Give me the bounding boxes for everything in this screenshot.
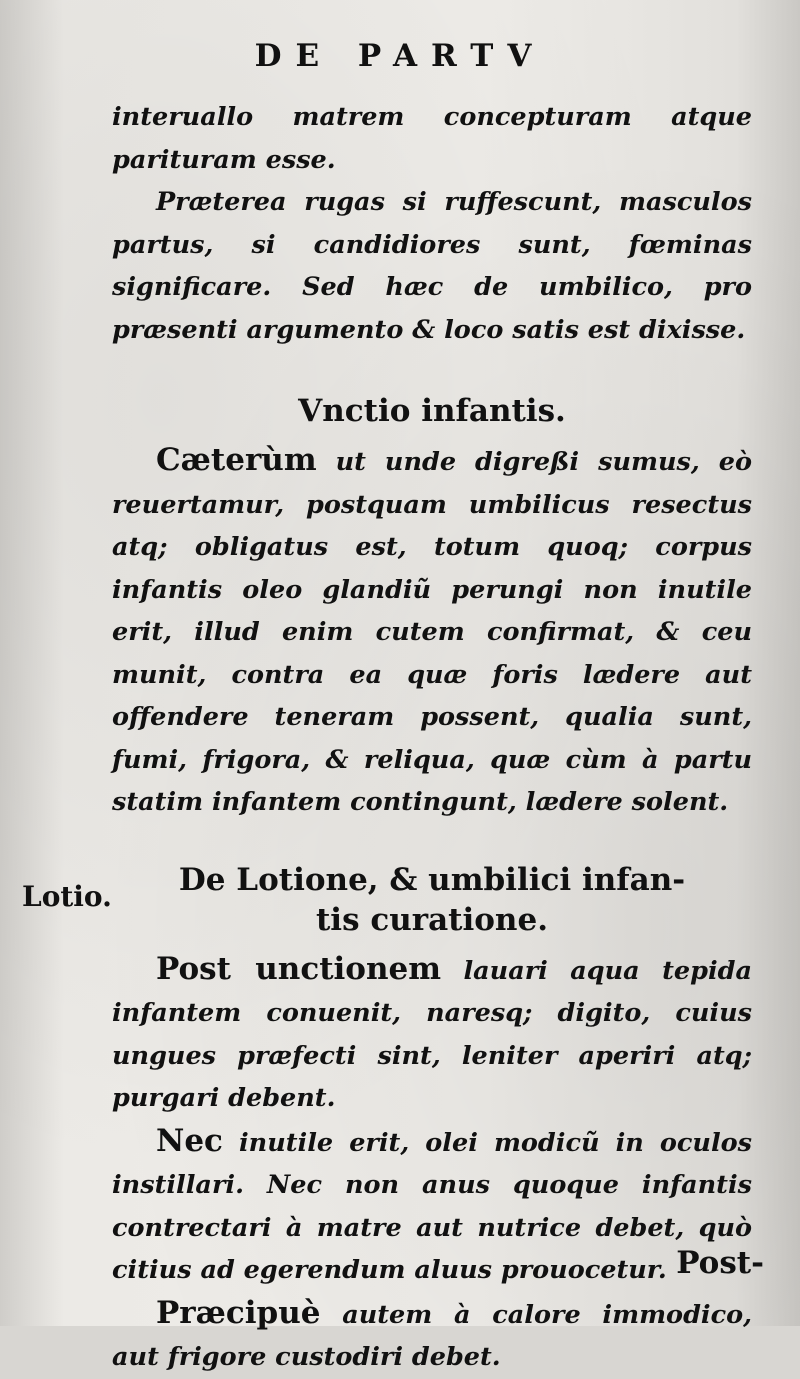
paragraph-rugae-text: Præterea rugas si ruffescunt, masculos partus, si candidiores sunt, fœminas significare. Sed hæc de umbilico, pro præsenti argumento & loco satis est dixisse. [112,187,752,345]
section-heading-lotio-line1: De Lotione, & umbilici infan- [178,861,686,898]
paragraph-unctio [112,439,752,824]
paragraph-oculos-lead: Nec [156,1122,223,1159]
paragraph-oculos [112,1120,752,1292]
paragraph-unctio-text: ut unde digreßi sumus, eò reuertamur, postquam umbilicus resectus atq; obligatus est, totum quoq; corpus infantis oleo glandiũ perungi non inutile erit, illud enim cutem confirmat, & ceu munit, contra ea quæ foris lædere aut offendere teneram possent, qualia sunt, fumi, frigora, & reliqua, quæ cùm à partu statim infantem contingunt, lædere solent. [112,447,752,817]
paragraph-lotio-lead: Post unctionem [156,950,442,987]
section-heading-lotio [112,860,752,940]
margin-note: Lotio. [22,880,112,913]
section-heading-lotio-line2: tis curatione. [315,901,548,938]
paragraph-calore-text: autem à calore immodico, aut frigore custodiri debet. [112,1299,752,1372]
paragraph-continued: interuallo matrem concepturam atque parituram esse. [112,102,752,175]
paragraph-oculos-text: inutile erit, olei modicũ in oculos instillari. Nec non anus quoque infantis contrectari à matre aut nutrice debet, quò citius ad egerendum aluus prouocetur. [112,1127,752,1285]
paragraph-calore [112,1292,752,1379]
body-text [112,96,752,1379]
paragraph-lotio [112,948,752,1120]
paragraph-rugae [112,181,752,351]
paragraph-calore-lead: Præcipuè [156,1294,321,1331]
paragraph-lotio-text: lauari aqua tepida infantem conuenit, naresq; digito, cuius ungues præfecti sint, leniter aperiri atq; purgari debent. [112,955,752,1113]
running-head: DE PARTV [254,38,546,74]
section-heading-unctio: Vnctio infantis. [298,393,566,429]
paragraph-unctio-lead: Cæterùm [156,442,317,478]
catchword: Post- [676,1245,764,1281]
